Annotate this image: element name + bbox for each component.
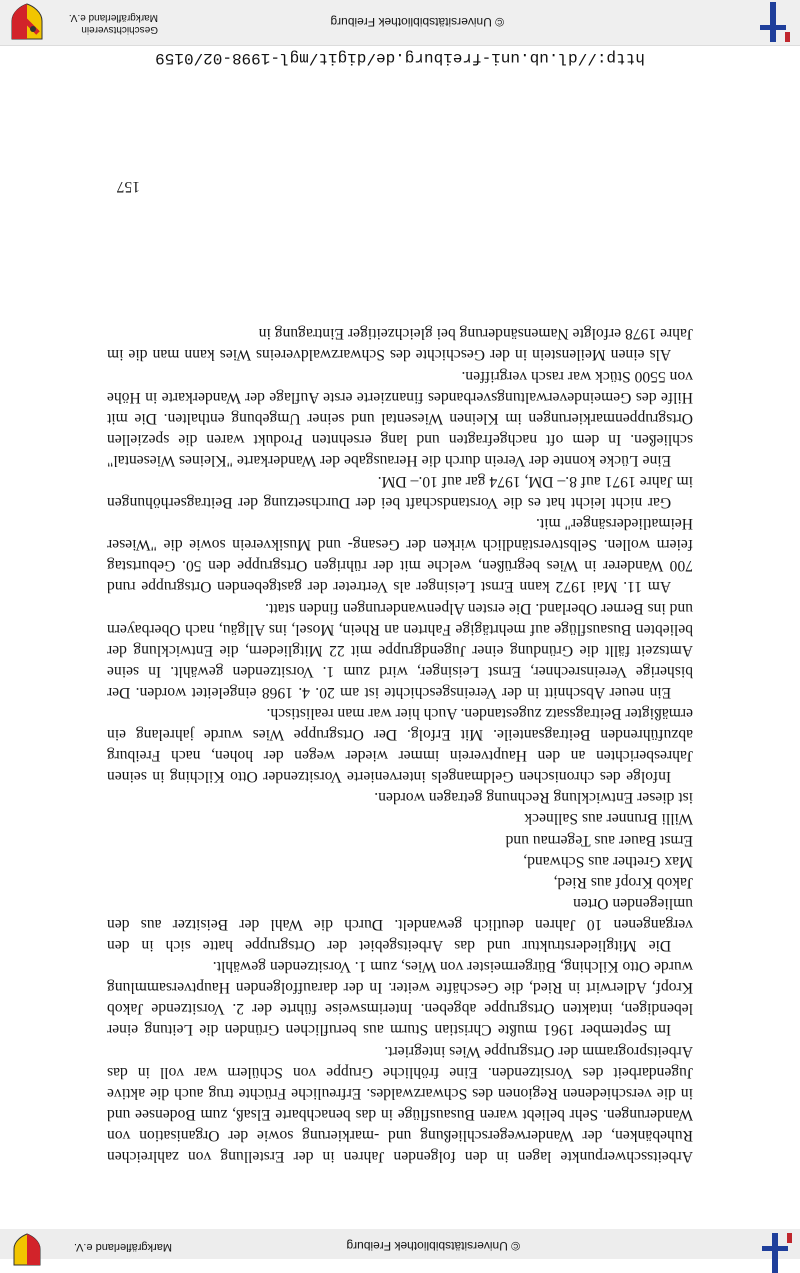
paragraph-8: Gar nicht leicht hat es die Vorstandschaft bei der Durchsetzung der Beitragserhöhungen im Jahre 1971 auf 8.– DM, 1974 gar auf 10.– DM. — [107, 473, 693, 512]
paragraph-9: Eine Lücke konnte der Verein durch die Herausgabe der Wanderkarte "Kleines Wiesental" schließen. In dem oft nachgefragten und lang ersehnten Produkt waren die speziellen Ortsgruppenmarkierungen im Kleinen Wiesental und seiner Umgebung enthalten. Die mit Hilfe des Gemeindeverwaltungsverbandes finanzierte erste Auflage der Wanderkarte in Höhe von 5500 Stück war rasch vergriffen. — [107, 367, 693, 469]
top-strip — [0, 1229, 800, 1259]
paragraph-2: Im September 1961 mußte Christian Sturm aus beruflichen Gründen die Leitung einer lebendigen, intakten Ortsgruppe abgeben. Interimsweise führte der 2. Vorsitzende Jakob Kropf, Adlerwirt in Ried, die Geschäfte weiter. In der darauffolgenden Hauptversammlung wurde Otto Kilching, Bürgermeister von Wies, zum 1. Vorsitzenden gewählt. — [107, 958, 693, 1039]
uni-freiburg-logo-icon — [756, 2, 790, 42]
list-line-4: Willi Brunner aus Sallneck — [524, 810, 693, 828]
paragraph-4: ist dieser Entwicklung Rechnung getragen worden. — [374, 789, 693, 807]
footer-society — [69, 11, 158, 35]
page-number: 157 — [116, 178, 140, 195]
article-text — [107, 323, 693, 1167]
top-library-text: © Universitätsbibliothek Freiburg — [346, 1239, 520, 1253]
paragraph-7: Am 11. Mai 1972 kann Ernst Leisinger als Vertreter der gastgebenden Ortsgruppe rund 700 Wanderer in Wies begrüßen, welche mit der rührigen Ortsgruppe den 50. Geburtstag feiern wollen. Selbstverständlich wirken der Gesang- und Musikverein sowie die "Wieser Heimatliedersänger" mit. — [107, 515, 693, 596]
footer-library-text: © Universitätsbibliothek Freiburg — [330, 15, 504, 29]
top-society-text: Markgräflerland e.V. — [73, 1241, 172, 1253]
list-line-1: Jakob Kropf aus Ried, — [553, 873, 693, 891]
paragraph-3: Die Mitgliederstruktur und das Arbeitsgebiet der Ortsgruppe hatte sich in den vergangenen 10 Jahren deutlich gewandelt. Durch die Wahl der Beisitzer aus den umliegenden Orten — [107, 894, 693, 955]
top-crest-icon — [12, 1233, 42, 1267]
geschichtsverein-crest-icon — [10, 3, 44, 41]
paragraph-5: Infolge des chronischen Geldmangels intervenierte Vorsitzender Otto Kilching in seinen Jahresberichten an den Hauptverein immer wieder wegen der hohen, nach Freiburg abzuführenden Beitragsanteile. Mit Erfolg. Der Ortsgruppe Wies wurde jahrelang ein ermäßigter Beitragssatz zugestanden. Auch hier war man realistisch. — [107, 705, 693, 786]
paragraph-10: Als einen Meilenstein in der Geschichte des Schwarzwaldvereins Wies kann man die im Jahre 1978 erfolgte Namensänderung bei gleichzeitiger Eintragung in — [107, 325, 693, 364]
society-line-2: Markgräflerland e.V. — [68, 12, 158, 23]
list-line-3: Ernst Bauer aus Tegernau und — [505, 831, 693, 849]
footer-bar — [0, 0, 800, 46]
paragraph-1: Arbeitsschwerpunkte lagen in den folgenden Jahren in der Erstellung von zahlreichen Ruhebänken, der Wanderwegerschließung und -markierung sowie der Organisation von Wanderungen. Sehr beliebt waren Busausflüge in das benachbarte Elsaß, zum Bodensee und in die verschiedenen Regionen des Schwarzwaldes. Erfreuliche Früchte trug auch die aktive Jugendarbeit des Vorsitzenden. Eine fröhliche Gruppe von Schülern war voll in das Arbeitsprogramm der Ortsgruppe Wies integriert. — [107, 1042, 693, 1165]
footer-url[interactable]: http://dl.ub.uni-freiburg.de/digit/mgl-1998-02/0159 — [155, 49, 645, 67]
uni-freiburg-logo-icon — [758, 1233, 792, 1273]
list-line-2: Max Grether aus Schwand, — [523, 852, 693, 870]
paragraph-6: Ein neuer Abschnitt in der Vereinsgeschichte ist am 20. 4. 1968 eingeleitet worden. Der bisherige Vereinsrechner, Ernst Leisinger, wird zum 1. Vorsitzenden gewählt. In seine Amtszeit fällt die Gründung einer Jugendgruppe mit 22 Mitgliedern, die Entwicklung der beliebten Busausflüge auf mehrtägige Fahrten an Rhein, Mosel, ins Allgäu, nach Oberbayern und ins Berner Oberland. Die ersten Alpenwanderungen finden statt. — [107, 599, 693, 701]
society-line-1: Geschichtsverein — [81, 24, 158, 35]
